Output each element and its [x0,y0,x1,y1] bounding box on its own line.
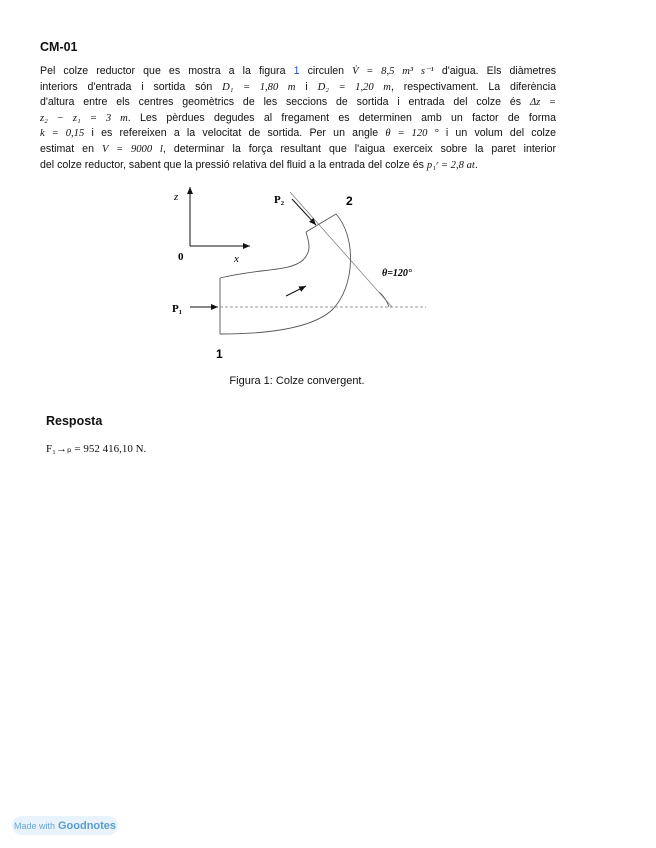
p1-label: P₁ [172,303,183,315]
section-1-label: 1 [216,347,223,361]
goodnotes-badge[interactable] [12,816,118,835]
badge-brand: Goodnotes [57,819,117,832]
statement-line-5: k = 0,15 i es refereixen a la velocitat de sortida. Per un angle θ = 120 ° i un volum del colze [40,127,557,140]
outlet-section-line [306,214,336,232]
answer-value: F₁→ₚ = 952 416,10 N. [46,443,147,455]
answer-heading: Resposta [46,414,103,428]
statement-line-6: estimat en V = 9000 l, determinar la força resultant que l'aigua exerceix sobre la paret interior [40,142,556,155]
statement-line-1: Pel colze reductor que es mostra a la figura 1 circulen V̇ = 8,5 m³ s⁻¹ d'aigua. Els diàmetres [40,65,557,77]
figure-caption: Figura 1: Colze convergent. [229,375,365,387]
elbow-figure [160,178,440,370]
statement-line-3: d'altura entre els centres geomètrics de les seccions de sortida i entrada del colze és Δz = [40,96,557,109]
origin-label: 0 [178,251,184,263]
outlet-axis-line [290,192,392,307]
statement-line-2: interiors d'entrada i sortida són D₁ = 1,80 m i D₂ = 1,20 m, respectivament. La diferència [40,80,556,93]
figure-reference-link[interactable]: 1 [293,65,300,77]
section-2-label: 2 [346,194,353,208]
angle-label: θ=120° [382,268,412,279]
x-axis-label: x [234,253,239,265]
statement-line-7: del colze reductor, sabent que la pressió relativa del fluid a la entrada del colze és p₁ʳ = 2,8 at. [40,158,478,171]
badge-prefix: Made with [13,820,55,831]
p2-arrow [292,199,316,225]
flow-arrow [286,286,306,296]
statement-line-4: z₂ − z₁ = 3 m. Les pèrdues degudes al fregament es determinen amb un factor de forma [40,111,556,124]
z-axis-label: z [174,191,179,203]
p2-label: P₂ [274,194,285,206]
problem-statement [40,64,556,173]
problem-title: CM-01 [40,40,78,54]
